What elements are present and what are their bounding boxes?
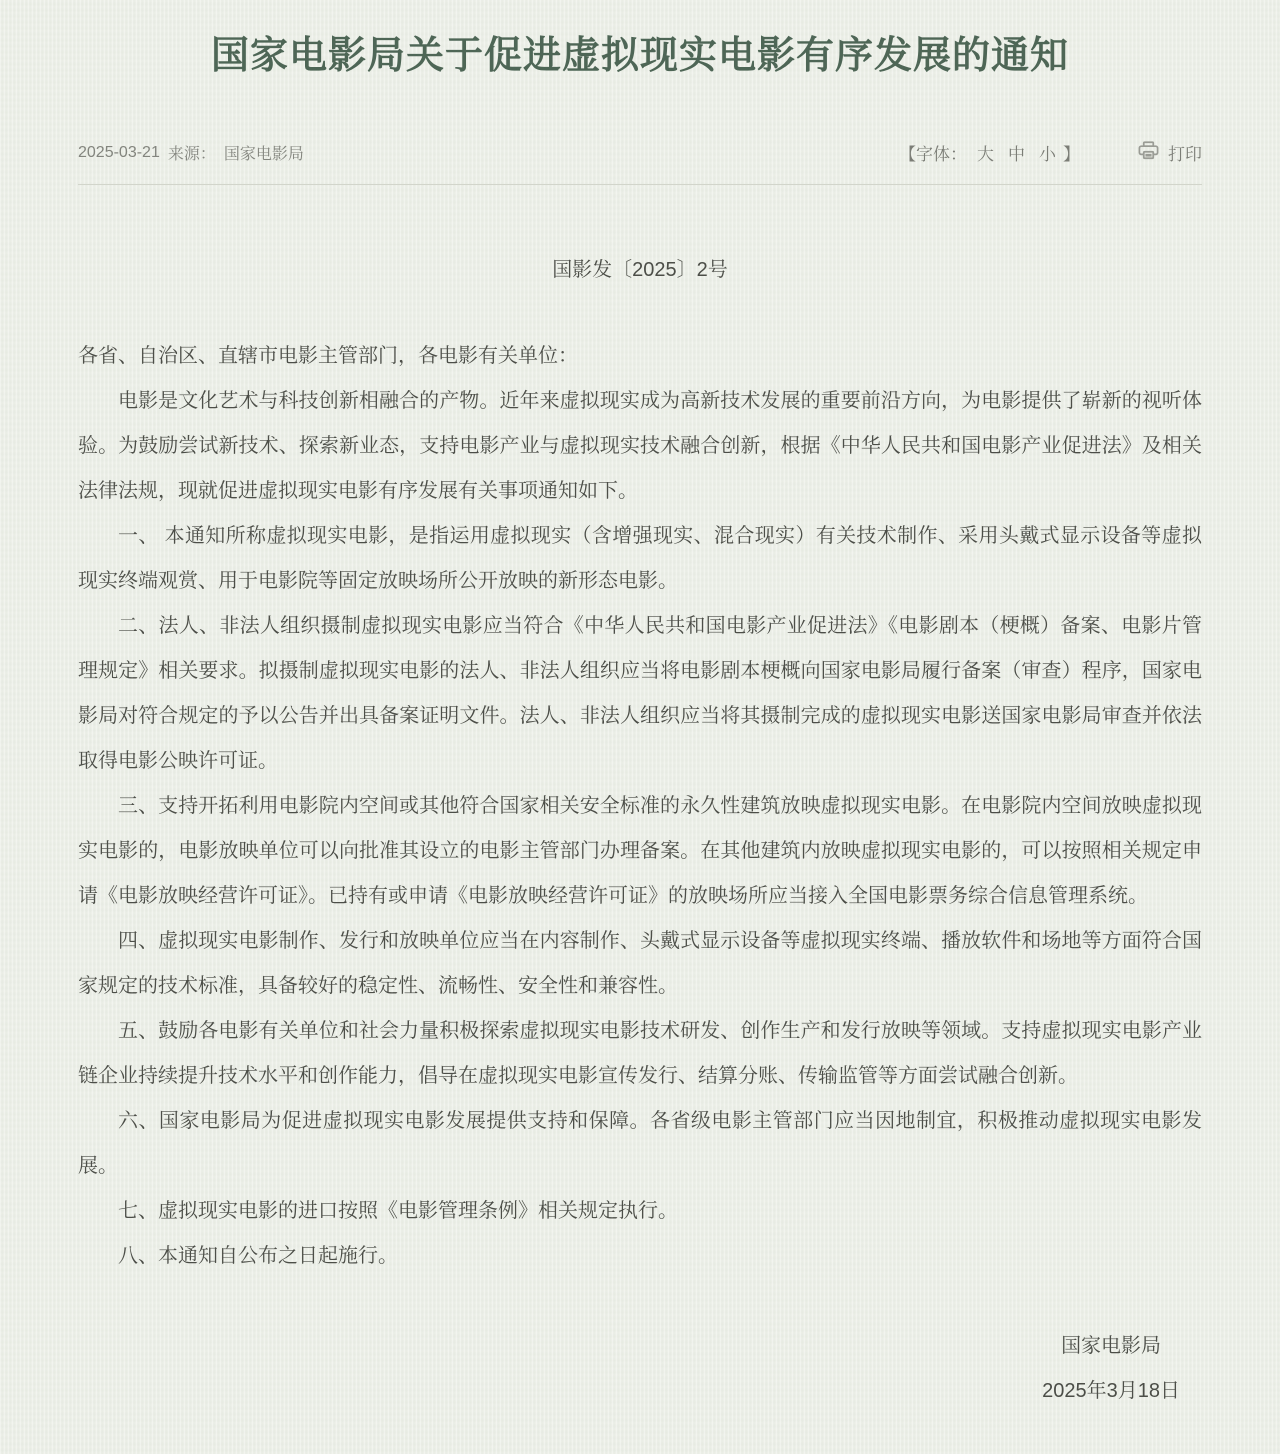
page-title: 国家电影局关于促进虚拟现实电影有序发展的通知 bbox=[210, 35, 1069, 77]
meta-info bbox=[78, 141, 304, 164]
signature-org: 国家电影局 bbox=[1061, 1335, 1162, 1357]
printer-icon bbox=[1138, 141, 1159, 165]
source-label: 来源： bbox=[167, 146, 216, 163]
article-paragraph: 八、本通知自公布之日起施行。 bbox=[118, 1245, 398, 1267]
article-paragraph: 二、法人、非法人组织摄制虚拟现实电影应当符合《中华人民共和国电影产业促进法》《电影剧本（梗概）备案、电影片管理规定》相关要求。拟摄制虚拟现实电影的法人、非法人组织应当将电影剧本梗概向国家电影局履行备案（审查）程序，国家电影局对符合规定的予以公告并出具备案证明文件。法人、非法人组织应当将其摄制完成的虚拟现实电影送国家电影局审查并依法取得电影公映许可证。 bbox=[78, 615, 1202, 772]
font-control-open-bracket: 【字体： bbox=[899, 145, 967, 164]
article-paragraph: 七、虚拟现实电影的进口按照《电影管理条例》相关规定执行。 bbox=[118, 1200, 678, 1222]
article-paragraph: 五、鼓励各电影有关单位和社会力量积极探索虚拟现实电影技术研发、创作生产和发行放映等领域。支持虚拟现实电影产业链企业持续提升技术水平和创作能力，倡导在虚拟现实电影宣传发行、结算分账、传输监管等方面尝试融合创新。 bbox=[78, 1020, 1202, 1087]
source-name: 国家电影局 bbox=[223, 146, 304, 163]
signature-date: 2025年3月18日 bbox=[1042, 1380, 1180, 1402]
article-body bbox=[78, 334, 1202, 1279]
article-paragraph: 六、国家电影局为促进虚拟现实电影发展提供支持和保障。各省级电影主管部门应当因地制宜，积极推动虚拟现实电影发展。 bbox=[78, 1110, 1202, 1177]
print-button[interactable] bbox=[1138, 140, 1202, 165]
signature-block bbox=[1042, 1324, 1180, 1414]
publish-date: 2025-03-21 bbox=[78, 143, 160, 161]
doc-number: 国影发〔2025〕2号 bbox=[552, 259, 728, 281]
font-size-control bbox=[899, 140, 1080, 165]
font-size-large[interactable]: 大 bbox=[977, 145, 994, 164]
article-paragraph: 电影是文化艺术与科技创新相融合的产物。近年来虚拟现实成为高新技术发展的重要前沿方向，为电影提供了崭新的视听体验。为鼓励尝试新技术、探索新业态，支持电影产业与虚拟现实技术融合创新，根据《中华人民共和国电影产业促进法》及相关法律法规，现就促进虚拟现实电影有序发展有关事项通知如下。 bbox=[78, 390, 1202, 502]
salutation: 各省、自治区、直辖市电影主管部门，各电影有关单位： bbox=[78, 345, 578, 367]
meta-bar bbox=[78, 140, 1202, 185]
article-paragraph: 四、虚拟现实电影制作、发行和放映单位应当在内容制作、头戴式显示设备等虚拟现实终端、播放软件和场地等方面符合国家规定的技术标准，具备较好的稳定性、流畅性、安全性和兼容性。 bbox=[78, 930, 1202, 997]
meta-tools bbox=[899, 140, 1202, 165]
article-paragraph: 一、 本通知所称虚拟现实电影，是指运用虚拟现实（含增强现实、混合现实）有关技术制作、采用头戴式显示设备等虚拟现实终端观赏、用于电影院等固定放映场所公开放映的新形态电影。 bbox=[78, 525, 1202, 592]
font-size-small[interactable]: 小 bbox=[1039, 145, 1056, 164]
font-size-medium[interactable]: 中 bbox=[1008, 145, 1025, 164]
article-paragraph: 三、支持开拓利用电影院内空间或其他符合国家相关安全标准的永久性建筑放映虚拟现实电影。在电影院内空间放映虚拟现实电影的，电影放映单位可以向批准其设立的电影主管部门办理备案。在其他建筑内放映虚拟现实电影的，可以按照相关规定申请《电影放映经营许可证》。已持有或申请《电影放映经营许可证》的放映场所应当接入全国电影票务综合信息管理系统。 bbox=[78, 795, 1202, 907]
print-label: 打印 bbox=[1168, 145, 1202, 164]
font-control-close-bracket: 】 bbox=[1063, 145, 1080, 164]
